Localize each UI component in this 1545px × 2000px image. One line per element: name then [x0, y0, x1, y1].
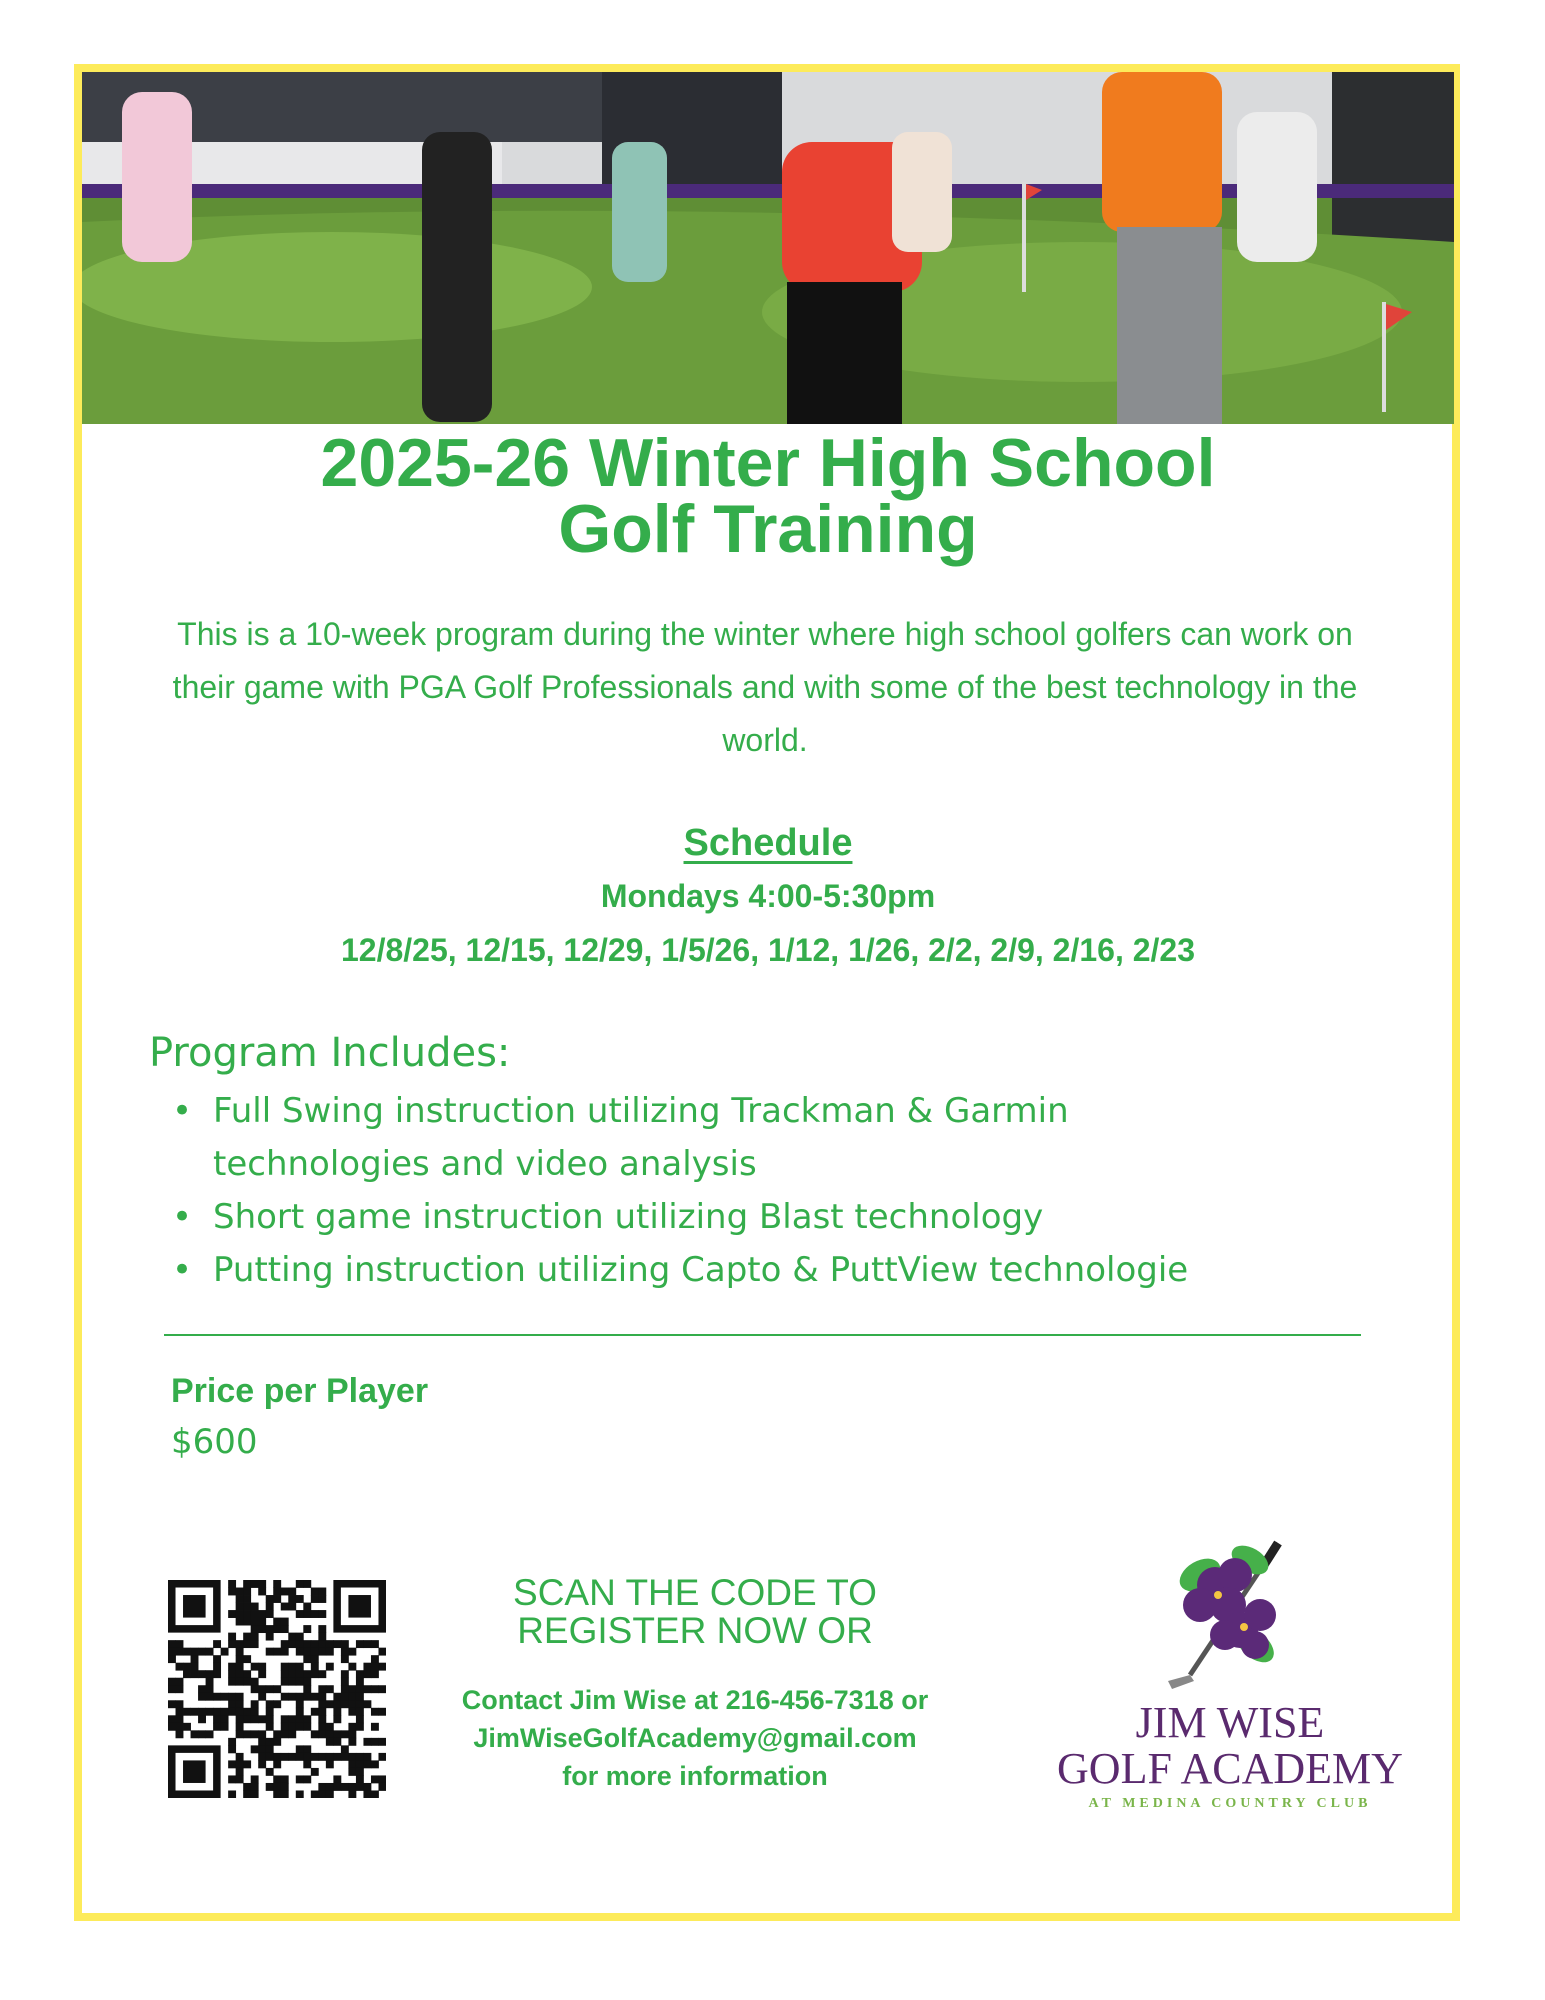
price-label: Price per Player — [171, 1372, 429, 1410]
intro-paragraph: This is a 10-week program during the winter where high school golfers can work on their game with PGA Golf Professionals and with some of the best technology in the world. — [172, 616, 1358, 758]
contact-line-3: for more information — [562, 1761, 828, 1791]
contact-line-1: Contact Jim Wise at 216-456-7318 or — [461, 1685, 929, 1715]
page-title — [82, 425, 1454, 567]
scan-line-2: REGISTER NOW OR — [517, 1610, 873, 1651]
schedule-time: Mondays 4:00-5:30pm — [600, 878, 936, 914]
contact-email[interactable]: JimWiseGolfAcademy@gmail.com — [473, 1723, 917, 1753]
includes-list — [168, 1085, 1268, 1297]
list-item: • Putting instruction utilizing Capto & PuttView technologie — [168, 1244, 1268, 1297]
qr-code-icon[interactable] — [168, 1580, 386, 1798]
includes-heading: Program Includes: — [149, 1030, 511, 1076]
list-item: • Short game instruction utilizing Blast technology — [168, 1191, 1268, 1244]
title-line-2: Golf Training — [558, 491, 978, 567]
logo-line-1: JIM WISE — [1135, 1698, 1325, 1747]
golf-training-photo — [82, 72, 1454, 424]
price-value: $600 — [171, 1422, 258, 1462]
contact-info — [400, 1681, 990, 1795]
title-line-1: 2025-26 Winter High School — [320, 425, 1216, 501]
logo-line-2: GOLF ACADEMY — [1057, 1744, 1403, 1793]
list-item: • Full Swing instruction utilizing Trackman & Garmin technologies and video analysis — [168, 1085, 1268, 1191]
logo-text — [1050, 1700, 1410, 1792]
schedule-dates: 12/8/25, 12/15, 12/29, 1/5/26, 1/12, 1/26, 2/2, 2/9, 2/16, 2/23 — [340, 932, 1195, 968]
scan-line-1: SCAN THE CODE TO — [513, 1572, 877, 1613]
scan-instructions — [440, 1574, 950, 1650]
logo-subtitle: AT MEDINA COUNTRY CLUB — [1088, 1796, 1372, 1811]
divider — [164, 1334, 1361, 1336]
schedule-heading: Schedule — [683, 822, 853, 864]
violet-flower-golf-club-icon — [1160, 1535, 1295, 1690]
